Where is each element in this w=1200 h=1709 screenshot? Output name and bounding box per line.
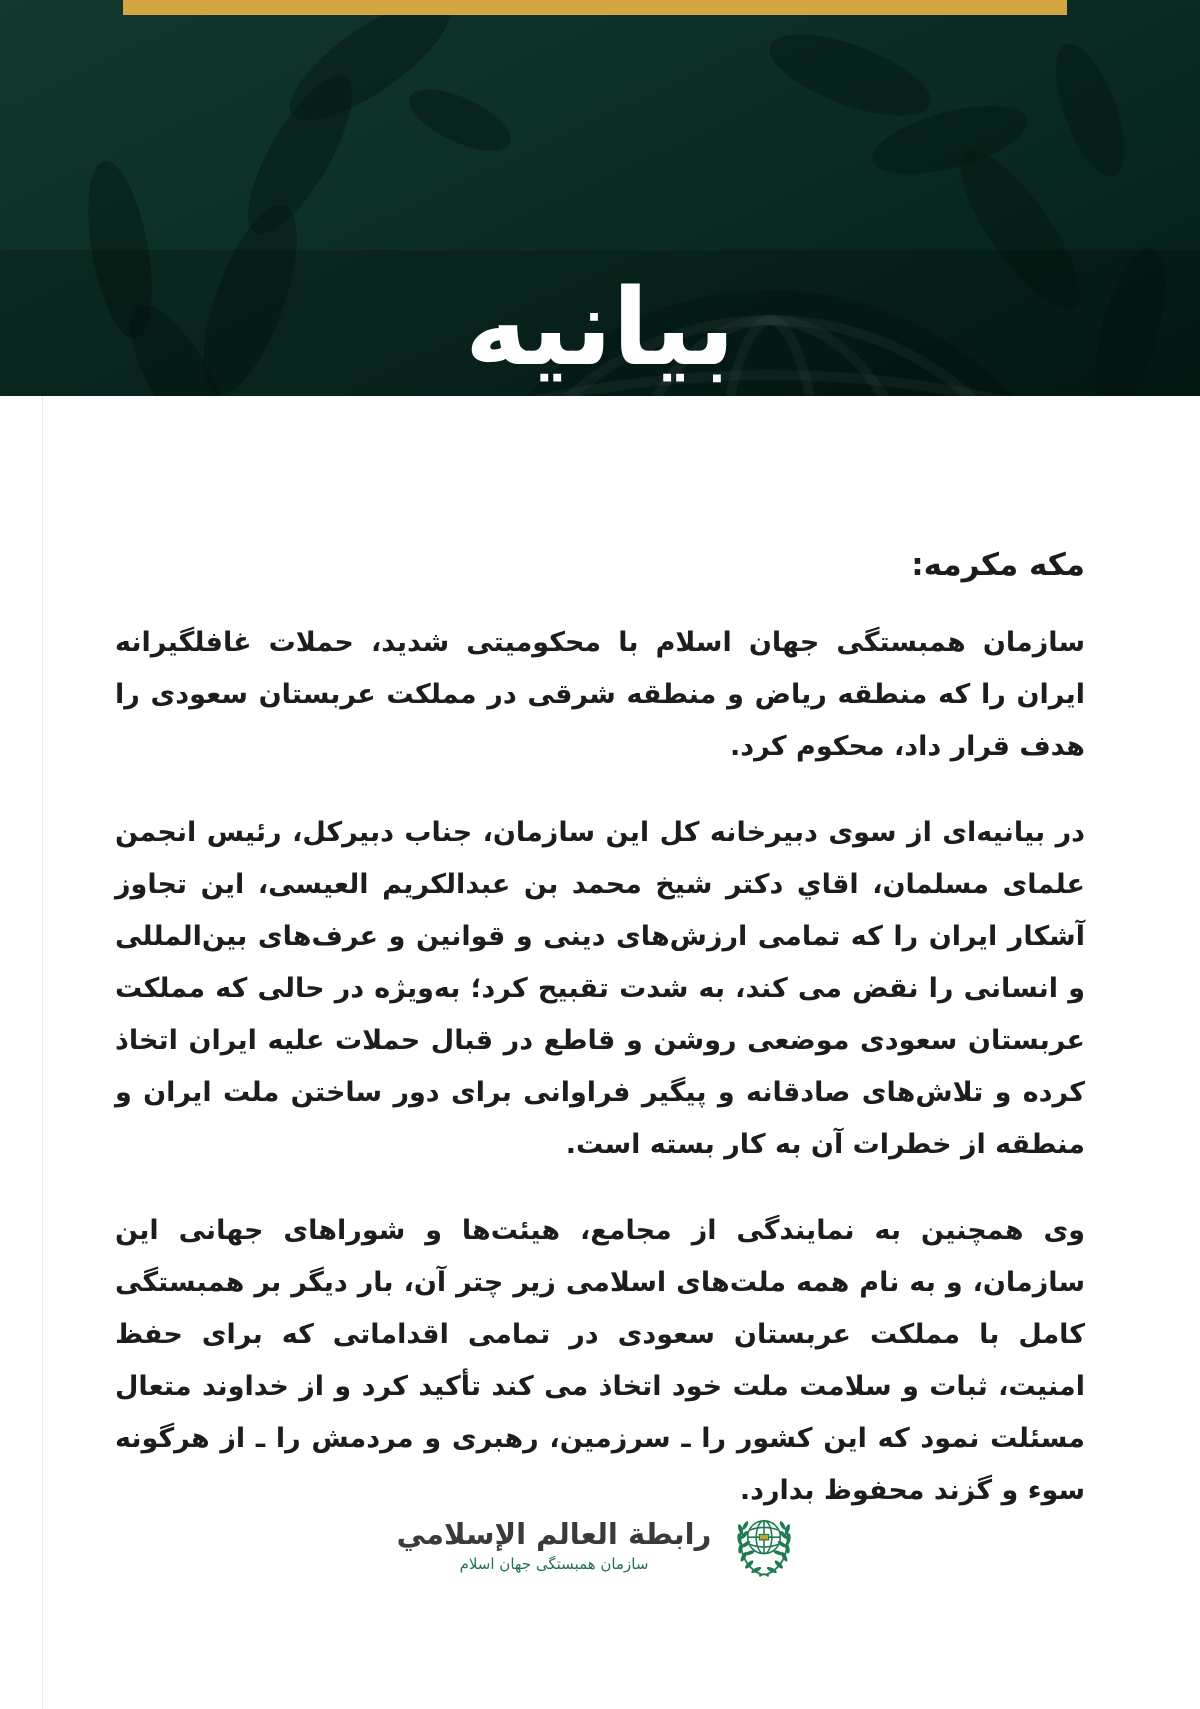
paragraph-1: سازمان همبستگی جهان اسلام با محکومیتی شدید، حملات غافلگیرانه ایران را که منطقه ریاض و منطقه شرقی در مملکت عربستان سعودی را هدف قرار داد، محکوم کرد. (115, 627, 1085, 763)
organization-logo (0, 1506, 1200, 1584)
dateline-heading: مكه مكرمه: (911, 547, 1085, 583)
logo-calligraphy-text: رابطة العالم الإسلامي (396, 1516, 712, 1551)
statement-body (0, 396, 1200, 1551)
logo-text-block (397, 1517, 712, 1574)
paragraph-2: در بیانیه‌ای از سوی دبیرخانه کل این سازمان، جناب دبیرکل، رئیس انجمن علمای مسلمان، اقاي دکتر شیخ محمد بن عبدالکریم العیسی، این تجاوز آشکار ایران را که تمامی ارزش‌های دینی و قوانین و عرف‌های بین‌المللی و انسانی را نقض می کند، به شدت تقبیح کرد؛ به‌ویژه در حالی که مملکت عربستان سعودی موضعی روشن و قاطع در قبال حملات علیه ایران اتخاذ کرده و تلاش‌های صادقانه و پیگیر فراوانی برای دور ساختن ملت ایران و منطقه از خطرات آن به کار بسته است. (115, 817, 1085, 1161)
paragraph-3: وی همچنین به نمایندگی از مجامع، هیئت‌ها و شوراهای جهانی این سازمان، و به نام همه ملت‌های اسلامی زیر چتر آن، بار دیگر بر همبستگی کامل با مملکت عربستان سعودی در تمامی اقداماتی که برای حفظ امنیت، ثبات و سلامت ملت خود اتخاذ می کند تأکید کرد و از خداوند متعال مسئلت نمود که این کشور را ـ سرزمین، رهبری و مردمش را ـ از هرگونه سوء و گزند محفوظ بدارد. (115, 1215, 1085, 1507)
mwl-globe-wreath-icon (725, 1506, 803, 1584)
statement-banner (0, 0, 1200, 396)
logo-subtitle-text: سازمان همبستگی جهان اسلام (459, 1555, 649, 1574)
statement-title: بیانیه (464, 265, 736, 389)
gold-accent-bar (123, 0, 1067, 15)
